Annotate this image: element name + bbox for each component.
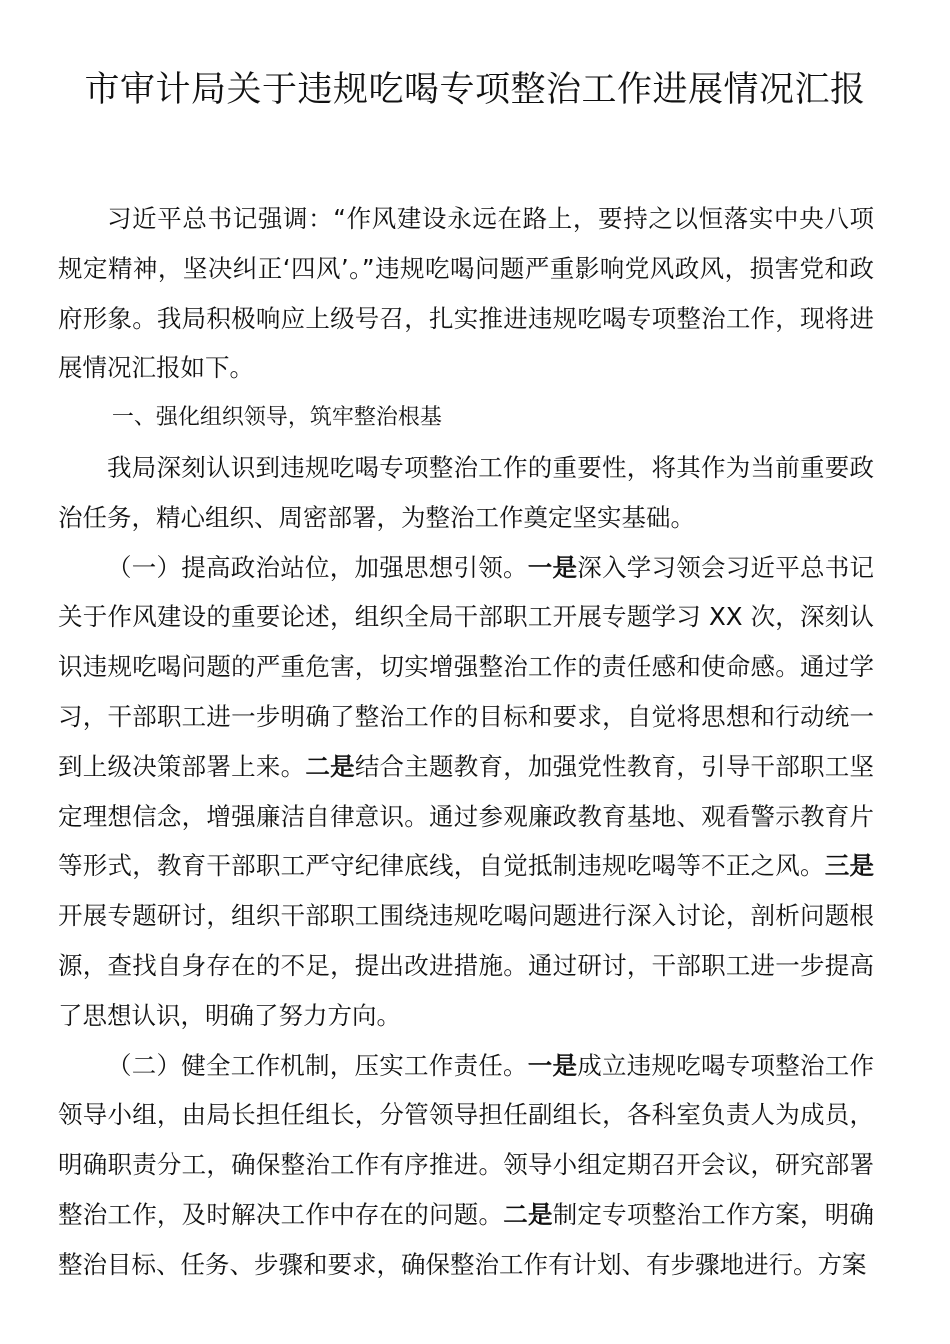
subsection-2-paragraph (58, 1041, 874, 1290)
point-text-3: 开展专题研讨，组织干部职工围绕违规吃喝问题进行深入讨论，剖析问题根源，查找自身存在的不足，提出改进措施。通过研讨，干部职工进一步提高了思想认识，明确了努力方向。 (58, 901, 874, 1030)
point-text-1: 深入学习领会习近平总书记关于作风建设的重要论述，组织全局干部职工开展专题学习 XX 次，深刻认识违规吃喝问题的严重危害，切实增强整治工作的责任感和使命感。通过学习，干部职工进一步明确了整治工作的目标和要求，自觉将思想和行动统一到上级决策部署上来。 (58, 552, 874, 781)
point-marker-1: 一是 (527, 552, 578, 582)
subsection-1-heading: （一）提高政治站位，加强思想引领。 (107, 552, 528, 582)
point-text-2: 制定专项整治工作方案，明确整治目标、任务、步骤和要求，确保整治工作有计划、有步骤地进行。方案 (58, 1199, 874, 1279)
document-title: 市审计局关于违规吃喝专项整治工作进展情况汇报 (84, 70, 866, 110)
point-marker-1: 一是 (527, 1050, 578, 1080)
intro-paragraph: 习近平总书记强调：“作风建设永远在路上，要持之以恒落实中央八项规定精神，坚决纠正‘四风’。”违规吃喝问题严重影响党风政风，损害党和政府形象。我局积极响应上级号召，扎实推进违规吃喝专项整治工作，现将进展情况汇报如下。 (58, 204, 874, 383)
section1-lead-paragraph: 我局深刻认识到违规吃喝专项整治工作的重要性，将其作为当前重要政治任务，精心组织、周密部署，为整治工作奠定坚实基础。 (58, 452, 874, 532)
document-body (58, 194, 874, 1290)
point-text-2: 结合主题教育，加强党性教育，引导干部职工坚定理想信念，增强廉洁自律意识。通过参观廉政教育基地、观看警示教育片等形式，教育干部职工严守纪律底线，自觉抵制违规吃喝等不正之风。 (58, 751, 874, 881)
point-marker-3: 三是 (824, 851, 874, 881)
subsection-1-paragraph (58, 543, 874, 1041)
point-marker-2: 二是 (503, 1199, 553, 1229)
section-heading-1: 一、强化组织领导，筑牢整治根基 (111, 405, 442, 431)
subsection-2-heading: （二）健全工作机制，压实工作责任。 (107, 1050, 528, 1080)
point-marker-2: 二是 (305, 751, 355, 781)
point-text-1: 成立违规吃喝专项整治工作领导小组，由局长担任组长，分管领导担任副组长，各科室负责人为成员，明确职责分工，确保整治工作有序推进。领导小组定期召开会议，研究部署整治工作，及时解决工作中存在的问题。 (58, 1050, 874, 1229)
